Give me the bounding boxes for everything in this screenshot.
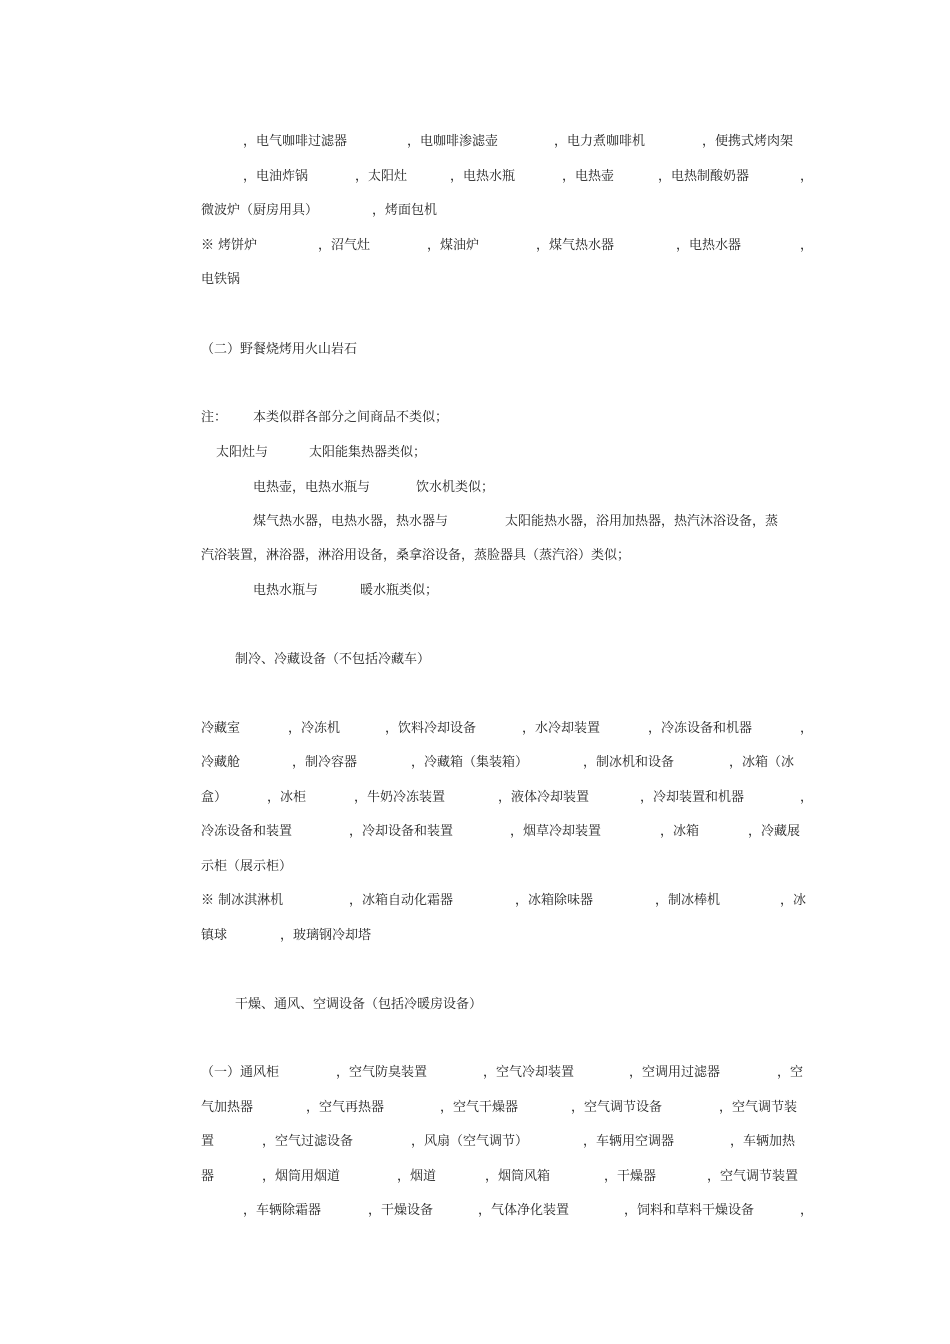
note-label: 注： [201,410,228,425]
text-segment: ，烟道 [397,1169,437,1184]
text-segment: 冷冻设备和装置 [201,824,293,839]
text-segment: 冷藏室 [201,721,241,736]
text-segment: 电热壶，电热水瓶与 [253,480,371,495]
text-segment: ，煤油炉 [427,238,480,253]
text-segment: 太阳灶与 [216,445,269,460]
text-line [0,167,950,187]
text-line [0,1132,950,1152]
text-segment: 镇球 [201,928,228,943]
text-segment: ，便携式烤肉架 [702,134,794,149]
text-line [0,891,950,911]
text-line [0,1098,950,1118]
text-segment: ，制冰棒机 [655,893,721,908]
text-segment: 冷藏舱 [201,755,241,770]
text-segment: ，冰 [780,893,807,908]
text-segment: ， [800,169,814,184]
text-line [0,1201,950,1221]
note-line [0,546,950,566]
text-segment: 太阳能热水器，浴用加热器，热汽沐浴设备，蒸 [505,514,779,529]
text-segment: ，制冷容器 [292,755,358,770]
text-segment: ，冷却设备和装置 [349,824,454,839]
text-segment: ，空气防臭装置 [336,1065,428,1080]
note-line [0,408,950,428]
text-line [0,1167,950,1187]
text-segment: ，太阳灶 [355,169,408,184]
text-segment: 电铁锅 [201,272,241,287]
text-line [0,857,950,877]
text-segment: 煤气热水器，电热水器，热水器与 [253,514,449,529]
text-segment: ， [800,238,814,253]
note-line [0,478,950,498]
text-line [0,201,950,221]
text-line [0,1063,950,1083]
text-segment: ，空气冷却装置 [483,1065,575,1080]
text-segment: 微波炉（厨房用具） [201,203,319,218]
text-segment: 本类似群各部分之间商品不类似； [253,410,449,425]
text-segment: 太阳能集热器类似； [309,445,427,460]
text-segment: ，烟草冷却装置 [510,824,602,839]
text-segment: ，干燥设备 [368,1203,434,1218]
text-segment: ，冰箱除味器 [515,893,594,908]
text-line [0,236,950,256]
text-segment: ，车辆加热 [730,1134,796,1149]
text-segment: ，空气过滤设备 [262,1134,354,1149]
text-segment: ，电力煮咖啡机 [554,134,646,149]
text-segment: ，电热水器 [676,238,742,253]
text-segment: （一）通风柜 [201,1065,280,1080]
text-segment: 置 [201,1134,215,1149]
text-line [0,132,950,152]
text-segment: ，冷冻设备和机器 [648,721,753,736]
text-segment: 电热水瓶与 [253,583,319,598]
text-segment: ，冷冻机 [288,721,341,736]
text-segment: ，空调用过滤器 [629,1065,721,1080]
text-segment: ，空气干燥器 [440,1100,519,1115]
text-segment: ※ 烤饼炉 [201,238,258,253]
text-segment: ，沼气灶 [318,238,371,253]
text-segment: ，电气咖啡过滤器 [243,134,348,149]
text-segment: 干燥、通风、空调设备（包括冷暖房设备） [235,997,483,1012]
note-line [0,443,950,463]
text-segment: ，电热水瓶 [450,169,516,184]
text-segment: ，电热壶 [562,169,615,184]
text-segment: ，烤面包机 [372,203,438,218]
section-heading [0,340,950,360]
text-segment: ，空气调节装置 [707,1169,799,1184]
text-line [0,822,950,842]
text-segment: ，车辆除霜器 [243,1203,322,1218]
text-segment: 气加热器 [201,1100,254,1115]
text-segment: ， [800,1203,814,1218]
text-line [0,753,950,773]
text-segment: ，冷却装置和机器 [640,790,745,805]
text-segment: 饮水机类似； [416,480,495,495]
text-segment: 器 [201,1169,215,1184]
text-segment: ，煤气热水器 [536,238,615,253]
text-segment: ，风扇（空气调节） [411,1134,529,1149]
text-segment: ，烟筒风箱 [485,1169,551,1184]
text-segment: ，牛奶冷冻装置 [354,790,446,805]
text-segment: ，冰箱 [660,824,700,839]
text-segment: 示柜（展示柜） [201,859,293,874]
text-line [0,788,950,808]
text-segment: 暖水瓶类似； [360,583,439,598]
text-segment: ， [800,790,814,805]
text-segment: ，电油炸锅 [243,169,309,184]
text-line [0,719,950,739]
section-heading [0,650,950,670]
text-segment: ，玻璃钢冷却塔 [280,928,372,943]
text-segment: ， [800,721,814,736]
text-segment: ，冰箱（冰 [729,755,795,770]
text-segment: ，饮料冷却设备 [385,721,477,736]
text-segment: ，干燥器 [604,1169,657,1184]
text-segment: ，饲料和草料干燥设备 [624,1203,755,1218]
text-segment: ，电咖啡渗滤壶 [407,134,499,149]
section-heading [0,995,950,1015]
text-segment: ，烟筒用烟道 [262,1169,341,1184]
text-segment: ，冷藏箱（集装箱） [411,755,529,770]
text-segment: 盒） [201,790,228,805]
text-segment: ，空 [777,1065,804,1080]
text-segment: ，车辆用空调器 [583,1134,675,1149]
text-segment: ，气体净化装置 [478,1203,570,1218]
text-segment: 制冷、冷藏设备（不包括冷藏车） [235,652,431,667]
text-segment: ，电热制酸奶器 [658,169,750,184]
text-segment: ，空气调节设备 [571,1100,663,1115]
text-line [0,926,950,946]
text-segment: ，空气再热器 [306,1100,385,1115]
text-line [0,270,950,290]
text-segment: ，冷藏展 [748,824,801,839]
text-segment: ，空气调节装 [719,1100,798,1115]
note-line [0,512,950,532]
text-segment: （二）野餐烧烤用火山岩石 [201,342,358,357]
text-segment: ，制冰机和设备 [583,755,675,770]
note-line [0,581,950,601]
text-segment: ，液体冷却装置 [498,790,590,805]
text-segment: 汽浴装置，淋浴器，淋浴用设备，桑拿浴设备，蒸脸器具（蒸汽浴）类似； [201,548,631,563]
text-segment: ，水冷却装置 [522,721,601,736]
text-segment: ，冰箱自动化霜器 [349,893,454,908]
text-segment: ，冰柜 [267,790,307,805]
text-segment: ※ 制冰淇淋机 [201,893,284,908]
